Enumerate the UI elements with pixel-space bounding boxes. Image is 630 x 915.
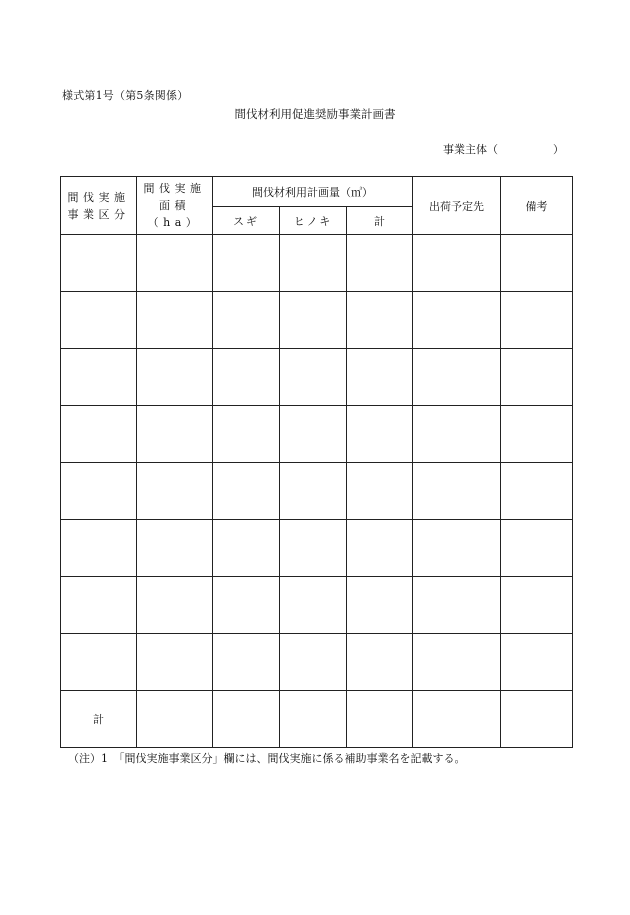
- table-cell[interactable]: [61, 349, 137, 406]
- table-cell[interactable]: [280, 463, 347, 520]
- total-cell[interactable]: [137, 691, 213, 748]
- project-entity-label: 事業主体（: [443, 143, 498, 156]
- table-cell[interactable]: [501, 349, 573, 406]
- table-cell[interactable]: [280, 349, 347, 406]
- table-cell[interactable]: [413, 406, 501, 463]
- total-label: 計: [61, 691, 137, 748]
- table-cell[interactable]: [213, 463, 280, 520]
- table-cell[interactable]: [347, 634, 413, 691]
- table-cell[interactable]: [61, 520, 137, 577]
- table-cell[interactable]: [137, 406, 213, 463]
- table-cell[interactable]: [501, 292, 573, 349]
- table-cell[interactable]: [61, 292, 137, 349]
- table-cell[interactable]: [137, 634, 213, 691]
- table-cell[interactable]: [213, 406, 280, 463]
- table-row: [61, 577, 573, 634]
- header-thinning-category: [61, 177, 137, 235]
- table-cell[interactable]: [413, 577, 501, 634]
- table-cell[interactable]: [213, 235, 280, 292]
- header-subtotal: 計: [347, 207, 413, 235]
- plan-table-body: [61, 235, 573, 748]
- table-cell[interactable]: [280, 634, 347, 691]
- table-cell[interactable]: [347, 406, 413, 463]
- header-sugi: スギ: [213, 207, 280, 235]
- table-cell[interactable]: [347, 520, 413, 577]
- table-row: [61, 235, 573, 292]
- table-row: [61, 349, 573, 406]
- project-entity-close-paren: ）: [553, 143, 564, 156]
- header-thinning-category-line1: 間伐実施: [67, 190, 130, 204]
- table-cell[interactable]: [61, 406, 137, 463]
- table-cell[interactable]: [213, 349, 280, 406]
- table-cell[interactable]: [413, 520, 501, 577]
- table-cell[interactable]: [501, 634, 573, 691]
- table-row: [61, 463, 573, 520]
- table-cell[interactable]: [280, 406, 347, 463]
- table-cell[interactable]: [280, 520, 347, 577]
- header-shipping-destination: 出荷予定先: [413, 177, 501, 235]
- header-usage-plan-volume: 間伐材利用計画量（㎥）: [213, 177, 413, 207]
- table-cell[interactable]: [280, 292, 347, 349]
- table-cell[interactable]: [347, 463, 413, 520]
- table-cell[interactable]: [61, 577, 137, 634]
- table-cell[interactable]: [347, 577, 413, 634]
- form-number-label: 様式第1号（第5条関係）: [62, 89, 189, 102]
- table-cell[interactable]: [213, 520, 280, 577]
- total-cell[interactable]: [280, 691, 347, 748]
- table-cell[interactable]: [501, 235, 573, 292]
- table-cell[interactable]: [280, 577, 347, 634]
- table-row: [61, 292, 573, 349]
- table-cell[interactable]: [347, 292, 413, 349]
- table-cell[interactable]: [501, 463, 573, 520]
- table-cell[interactable]: [61, 634, 137, 691]
- table-cell[interactable]: [413, 235, 501, 292]
- table-cell[interactable]: [347, 349, 413, 406]
- table-cell[interactable]: [137, 463, 213, 520]
- table-cell[interactable]: [413, 349, 501, 406]
- table-cell[interactable]: [501, 520, 573, 577]
- header-thinning-category-line2: 事業区分: [67, 207, 130, 221]
- header-thinning-area-line1: 間伐実施: [143, 182, 206, 195]
- table-cell[interactable]: [137, 292, 213, 349]
- plan-table: [60, 176, 573, 748]
- table-row: [61, 634, 573, 691]
- document-title: 間伐材利用促進奨励事業計画書: [234, 107, 396, 121]
- table-cell[interactable]: [213, 292, 280, 349]
- table-row: [61, 520, 573, 577]
- table-cell[interactable]: [213, 577, 280, 634]
- table-cell[interactable]: [213, 634, 280, 691]
- header-thinning-area-line2: 面積（ha）: [147, 199, 202, 229]
- table-cell[interactable]: [347, 235, 413, 292]
- footnote: （注）1 「間伐実施事業区分」欄には、間伐実施に係る補助事業名を記載する。: [68, 752, 466, 765]
- header-hinoki: ヒノキ: [280, 207, 347, 235]
- table-row: [61, 406, 573, 463]
- table-cell[interactable]: [501, 577, 573, 634]
- table-cell[interactable]: [61, 235, 137, 292]
- table-cell[interactable]: [137, 520, 213, 577]
- table-cell[interactable]: [413, 463, 501, 520]
- table-cell[interactable]: [413, 634, 501, 691]
- total-cell[interactable]: [413, 691, 501, 748]
- total-cell[interactable]: [347, 691, 413, 748]
- total-row: [61, 691, 573, 748]
- header-thinning-area: [137, 177, 213, 235]
- table-cell[interactable]: [501, 406, 573, 463]
- table-cell[interactable]: [137, 349, 213, 406]
- total-cell[interactable]: [213, 691, 280, 748]
- table-cell[interactable]: [413, 292, 501, 349]
- table-cell[interactable]: [137, 577, 213, 634]
- table-cell[interactable]: [280, 235, 347, 292]
- table-cell[interactable]: [61, 463, 137, 520]
- project-entity-field: [443, 141, 564, 157]
- header-remarks: 備考: [501, 177, 573, 235]
- table-cell[interactable]: [137, 235, 213, 292]
- total-cell[interactable]: [501, 691, 573, 748]
